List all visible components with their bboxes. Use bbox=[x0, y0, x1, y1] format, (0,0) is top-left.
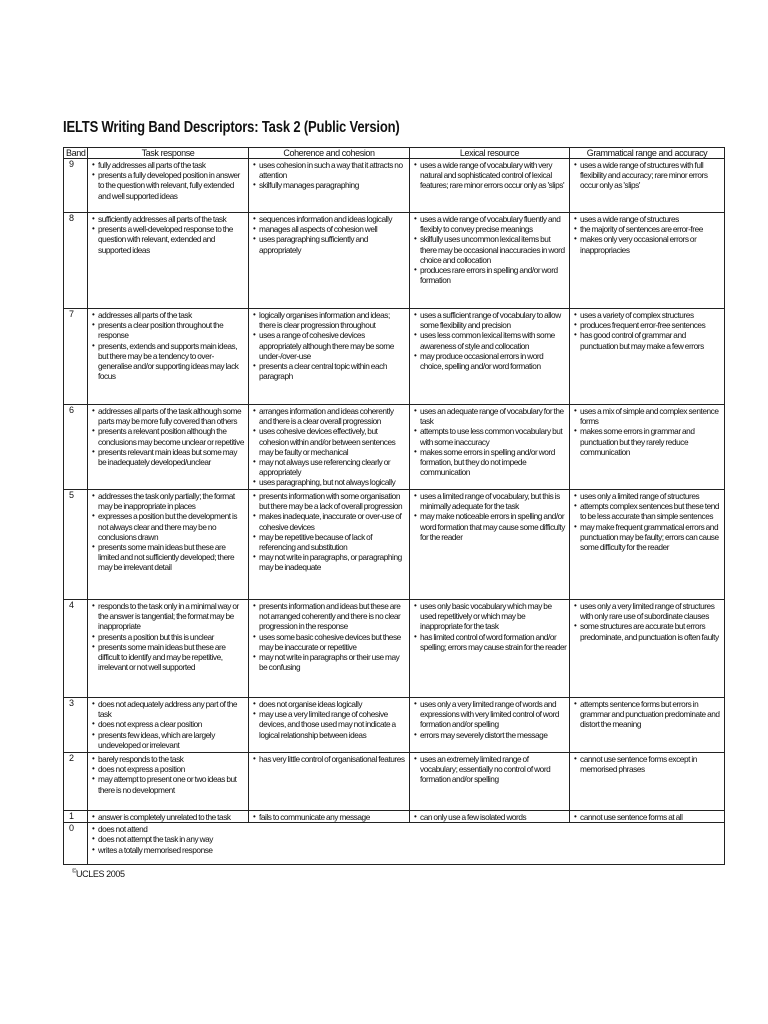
descriptor-item: • uses a wide range of structures bbox=[574, 214, 722, 224]
cell-coherence bbox=[249, 698, 410, 753]
cell-lexical bbox=[410, 405, 570, 490]
descriptor-item: • cannot use sentence forms except in memorised phrases bbox=[574, 754, 722, 774]
bullet-list bbox=[249, 159, 409, 191]
descriptor-item: • cannot use sentence forms at all bbox=[574, 812, 722, 822]
descriptor-item: • uses only a very limited range of words and expressions with very limited control of word formation and/or spelling bbox=[414, 699, 567, 730]
descriptor-item: • uses only basic vocabulary which may be used repetitively or which may be inappropriate for the task bbox=[414, 601, 567, 632]
bullet-list bbox=[88, 600, 248, 672]
bullet-list bbox=[249, 698, 409, 740]
copyright-symbol: © bbox=[72, 869, 77, 875]
descriptor-item: • does not adequately address any part of the task bbox=[92, 699, 246, 719]
bullet-list bbox=[88, 823, 724, 855]
band-row-0 bbox=[64, 823, 725, 865]
descriptor-item: • fails to communicate any message bbox=[253, 812, 407, 822]
descriptor-item: • the majority of sentences are error-free bbox=[574, 224, 722, 234]
bullet-list bbox=[570, 698, 724, 730]
descriptor-item: • addresses all parts of the task although some parts may be more fully covered than others bbox=[92, 406, 246, 426]
descriptor-item: • does not express a clear position bbox=[92, 719, 246, 729]
band-row-1 bbox=[64, 811, 725, 823]
cell-task bbox=[88, 753, 249, 811]
descriptor-item: • presents information and ideas but these are not arranged coherently and there is no clear progression in the response bbox=[253, 601, 407, 632]
cell-lexical bbox=[410, 213, 570, 309]
band-score: 1 bbox=[64, 811, 88, 823]
descriptor-item: • addresses all parts of the task bbox=[92, 310, 246, 320]
descriptor-item: • uses an adequate range of vocabulary for the task bbox=[414, 406, 567, 426]
band-score: 0 bbox=[64, 823, 88, 865]
descriptor-item: • logically organises information and ideas; there is clear progression throughout bbox=[253, 310, 407, 330]
bullet-list bbox=[88, 213, 248, 255]
bullet-list bbox=[249, 405, 409, 488]
cell-grammar bbox=[570, 698, 725, 753]
bullet-list bbox=[570, 490, 724, 552]
bullet-list bbox=[88, 405, 248, 467]
cell-task bbox=[88, 811, 249, 823]
cell-task bbox=[88, 159, 249, 213]
descriptor-item: • makes only very occasional errors or inappropriacies bbox=[574, 234, 722, 254]
bullet-list bbox=[570, 600, 724, 642]
band-score: 4 bbox=[64, 600, 88, 698]
descriptor-item: • presents a fully developed position in answer to the question with relevant, fully extended and well supported ideas bbox=[92, 170, 246, 201]
cell-coherence bbox=[249, 405, 410, 490]
band-row-6 bbox=[64, 405, 725, 490]
descriptor-item: • presents a clear position throughout the response bbox=[92, 320, 246, 340]
column-header-grammar: Grammatical range and accuracy bbox=[570, 148, 725, 159]
cell-task bbox=[88, 405, 249, 490]
descriptor-item: • uses an extremely limited range of vocabulary; essentially no control of word formation and/or spelling bbox=[414, 754, 567, 785]
descriptor-item: • may make frequent grammatical errors and punctuation may be faulty; errors can cause some difficulty for the reader bbox=[574, 522, 722, 553]
band-row-4 bbox=[64, 600, 725, 698]
cell-task bbox=[88, 698, 249, 753]
descriptor-item: • may not always use referencing clearly or appropriately bbox=[253, 457, 407, 477]
descriptor-item: • errors may severely distort the message bbox=[414, 730, 567, 740]
descriptor-item: • uses a wide range of vocabulary fluently and flexibly to convey precise meanings bbox=[414, 214, 567, 234]
column-header-lexical: Lexical resource bbox=[410, 148, 570, 159]
bullet-list bbox=[410, 159, 569, 191]
band-row-3 bbox=[64, 698, 725, 753]
descriptor-item: • may attempt to present one or two ideas but there is no development bbox=[92, 774, 246, 794]
descriptor-item: • does not organise ideas logically bbox=[253, 699, 407, 709]
cell-grammar bbox=[570, 753, 725, 811]
bullet-list bbox=[570, 811, 724, 822]
cell-grammar bbox=[570, 309, 725, 405]
descriptor-item: • produces frequent error-free sentences bbox=[574, 320, 722, 330]
column-header-band: Band bbox=[64, 148, 88, 159]
cell-coherence bbox=[249, 600, 410, 698]
descriptor-item: • may not write in paragraphs, or paragraphing may be inadequate bbox=[253, 552, 407, 572]
descriptor-item: • uses less common lexical items with some awareness of style and collocation bbox=[414, 330, 567, 350]
cell-grammar bbox=[570, 405, 725, 490]
column-header-coherence: Coherence and cohesion bbox=[249, 148, 410, 159]
descriptor-item: • some structures are accurate but errors predominate, and punctuation is often faulty bbox=[574, 621, 722, 641]
bullet-list bbox=[410, 753, 569, 785]
descriptor-item: • responds to the task only in a minimal way or the answer is tangential; the format may be inappropriate bbox=[92, 601, 246, 632]
descriptor-item: • writes a totally memorised response bbox=[92, 845, 722, 855]
band-score: 8 bbox=[64, 213, 88, 309]
bullet-list bbox=[570, 753, 724, 774]
cell-lexical bbox=[410, 159, 570, 213]
band-score: 7 bbox=[64, 309, 88, 405]
descriptor-item: • arranges information and ideas coherently and there is a clear overall progression bbox=[253, 406, 407, 426]
bullet-list bbox=[570, 213, 724, 255]
descriptor-item: • uses a limited range of vocabulary, but this is minimally adequate for the task bbox=[414, 491, 567, 511]
cell-coherence bbox=[249, 811, 410, 823]
bullet-list bbox=[570, 309, 724, 351]
descriptor-item: • uses paragraphing sufficiently and appropriately bbox=[253, 234, 407, 254]
descriptor-item: • fully addresses all parts of the task bbox=[92, 160, 246, 170]
cell-grammar bbox=[570, 159, 725, 213]
band-score: 2 bbox=[64, 753, 88, 811]
cell-coherence bbox=[249, 490, 410, 600]
descriptor-item: • has very little control of organisational features bbox=[253, 754, 407, 764]
descriptor-item: • uses cohesive devices effectively, but cohesion within and/or between sentences may be faulty or mechanical bbox=[253, 426, 407, 457]
band-descriptor-table bbox=[63, 147, 725, 865]
descriptor-item: • uses only a very limited range of structures with only rare use of subordinate clauses bbox=[574, 601, 722, 621]
bullet-list bbox=[410, 405, 569, 477]
cell-grammar bbox=[570, 213, 725, 309]
table-header-row bbox=[64, 148, 725, 159]
descriptor-item: • sequences information and ideas logically bbox=[253, 214, 407, 224]
cell-coherence bbox=[249, 753, 410, 811]
descriptor-item: • uses paragraphing, but not always logically bbox=[253, 477, 407, 487]
descriptor-item: • presents few ideas, which are largely undeveloped or irrelevant bbox=[92, 730, 246, 750]
descriptor-item: • presents some main ideas but these are difficult to identify and may be repetitive, irrelevant or not well supported bbox=[92, 642, 246, 673]
cell-coherence bbox=[249, 309, 410, 405]
descriptor-item: • presents relevant main ideas but some may be inadequately developed/unclear bbox=[92, 447, 246, 467]
bullet-list bbox=[88, 698, 248, 750]
bullet-list bbox=[410, 490, 569, 542]
cell-grammar bbox=[570, 600, 725, 698]
descriptor-item: • may produce occasional errors in word choice, spelling and/or word formation bbox=[414, 351, 567, 371]
descriptor-item: • sufficiently addresses all parts of the task bbox=[92, 214, 246, 224]
descriptor-item: • does not express a position bbox=[92, 764, 246, 774]
descriptor-item: • presents a clear central topic within each paragraph bbox=[253, 361, 407, 381]
descriptor-item: • can only use a few isolated words bbox=[414, 812, 567, 822]
copyright-note bbox=[72, 869, 125, 879]
descriptor-item: • may make noticeable errors in spelling and/or word formation that may cause some difficulty for the reader bbox=[414, 511, 567, 542]
bullet-list bbox=[88, 159, 248, 201]
descriptor-item: • attempts complex sentences but these tend to be less accurate than simple sentences bbox=[574, 501, 722, 521]
band-score: 9 bbox=[64, 159, 88, 213]
page-title: IELTS Writing Band Descriptors: Task 2 (Public Version) bbox=[63, 119, 400, 136]
cell-lexical bbox=[410, 490, 570, 600]
descriptor-item: • makes inadequate, inaccurate or over-use of cohesive devices bbox=[253, 511, 407, 531]
descriptor-item: • attempts sentence forms but errors in grammar and punctuation predominate and distort the meaning bbox=[574, 699, 722, 730]
descriptor-item: • makes some errors in spelling and/or word formation, but they do not impede communication bbox=[414, 447, 567, 478]
descriptor-item: • attempts to use less common vocabulary but with some inaccuracy bbox=[414, 426, 567, 446]
bullet-list bbox=[249, 600, 409, 672]
cell-coherence bbox=[249, 213, 410, 309]
cell-task bbox=[88, 600, 249, 698]
cell-grammar bbox=[570, 490, 725, 600]
band-row-7 bbox=[64, 309, 725, 405]
descriptor-item: • presents a well-developed response to the question with relevant, extended and supported ideas bbox=[92, 224, 246, 255]
descriptor-item: • addresses the task only partially; the format may be inappropriate in places bbox=[92, 491, 246, 511]
descriptor-item: • uses some basic cohesive devices but these may be inaccurate or repetitive bbox=[253, 632, 407, 652]
band-score: 5 bbox=[64, 490, 88, 600]
cell-lexical bbox=[410, 811, 570, 823]
descriptor-item: • presents, extends and supports main ideas, but there may be a tendency to over-generalise and/or supporting ideas may lack focus bbox=[92, 341, 246, 382]
cell-task bbox=[88, 213, 249, 309]
bullet-list bbox=[249, 811, 409, 822]
cell-lexical bbox=[410, 698, 570, 753]
descriptor-item: • skilfully uses uncommon lexical items but there may be occasional inaccuracies in word choice and collocation bbox=[414, 234, 567, 265]
descriptor-item: • makes some errors in grammar and punctuation but they rarely reduce communication bbox=[574, 426, 722, 457]
band-score: 6 bbox=[64, 405, 88, 490]
bullet-list bbox=[88, 753, 248, 795]
bullet-list bbox=[410, 698, 569, 740]
descriptor-item: • uses only a limited range of structures bbox=[574, 491, 722, 501]
cell-lexical bbox=[410, 600, 570, 698]
bullet-list bbox=[88, 811, 248, 822]
descriptor-item: • answer is completely unrelated to the task bbox=[92, 812, 246, 822]
descriptor-item: • manages all aspects of cohesion well bbox=[253, 224, 407, 234]
descriptor-item: • presents a position but this is unclear bbox=[92, 632, 246, 642]
cell-task bbox=[88, 309, 249, 405]
cell-lexical bbox=[410, 753, 570, 811]
bullet-list bbox=[249, 309, 409, 381]
descriptor-item: • uses cohesion in such a way that it attracts no attention bbox=[253, 160, 407, 180]
band-score: 3 bbox=[64, 698, 88, 753]
band-row-2 bbox=[64, 753, 725, 811]
descriptor-item: • presents a relevant position although the conclusions may become unclear or repetitive bbox=[92, 426, 246, 446]
bullet-list bbox=[570, 405, 724, 457]
cell-coherence bbox=[249, 159, 410, 213]
descriptor-item: • presents some main ideas but these are limited and not sufficiently developed; there may be irrelevant detail bbox=[92, 542, 246, 573]
descriptor-item: • produces rare errors in spelling and/or word formation bbox=[414, 265, 567, 285]
table-body bbox=[64, 159, 725, 865]
bullet-list bbox=[88, 490, 248, 573]
descriptor-item: • may not write in paragraphs or their use may be confusing bbox=[253, 652, 407, 672]
descriptor-item: • does not attempt the task in any way bbox=[92, 834, 722, 844]
bullet-list bbox=[410, 600, 569, 652]
descriptor-item: • has limited control of word formation and/or spelling; errors may cause strain for the reader bbox=[414, 632, 567, 652]
cell-task bbox=[88, 490, 249, 600]
bullet-list bbox=[249, 490, 409, 573]
copyright-text: UCLES 2005 bbox=[76, 869, 125, 879]
descriptor-item: • uses a mix of simple and complex sentence forms bbox=[574, 406, 722, 426]
descriptor-item: • barely responds to the task bbox=[92, 754, 246, 764]
bullet-list bbox=[410, 213, 569, 285]
bullet-list bbox=[88, 309, 248, 381]
cell-grammar bbox=[570, 811, 725, 823]
bullet-list bbox=[570, 159, 724, 191]
descriptor-item: • skilfully manages paragraphing bbox=[253, 180, 407, 190]
band-row-9 bbox=[64, 159, 725, 213]
descriptor-item: • presents information with some organisation but there may be a lack of overall progression bbox=[253, 491, 407, 511]
descriptor-item: • uses a wide range of vocabulary with very natural and sophisticated control of lexical features; rare minor errors occur only as 'slips' bbox=[414, 160, 567, 191]
descriptor-item: • expresses a position but the development is not always clear and there may be no conclusions drawn bbox=[92, 511, 246, 542]
band-row-5 bbox=[64, 490, 725, 600]
bullet-list bbox=[410, 309, 569, 371]
cell-lexical bbox=[410, 309, 570, 405]
descriptor-item: • uses a variety of complex structures bbox=[574, 310, 722, 320]
band-row-8 bbox=[64, 213, 725, 309]
descriptor-item: • may use a very limited range of cohesive devices, and those used may not indicate a logical relationship between ideas bbox=[253, 709, 407, 740]
descriptor-item: • uses a wide range of structures with full flexibility and accuracy; rare minor errors occur only as 'slips' bbox=[574, 160, 722, 191]
descriptor-item: • uses a sufficient range of vocabulary to allow some flexibility and precision bbox=[414, 310, 567, 330]
cell-band-zero bbox=[88, 823, 725, 865]
bullet-list bbox=[249, 753, 409, 764]
descriptor-item: • does not attend bbox=[92, 824, 722, 834]
descriptor-item: • may be repetitive because of lack of referencing and substitution bbox=[253, 532, 407, 552]
bullet-list bbox=[249, 213, 409, 255]
descriptor-item: • has good control of grammar and punctuation but may make a few errors bbox=[574, 330, 722, 350]
bullet-list bbox=[410, 811, 569, 822]
descriptor-item: • uses a range of cohesive devices appropriately although there may be some under-/over-use bbox=[253, 330, 407, 361]
column-header-task-response: Task response bbox=[88, 148, 249, 159]
